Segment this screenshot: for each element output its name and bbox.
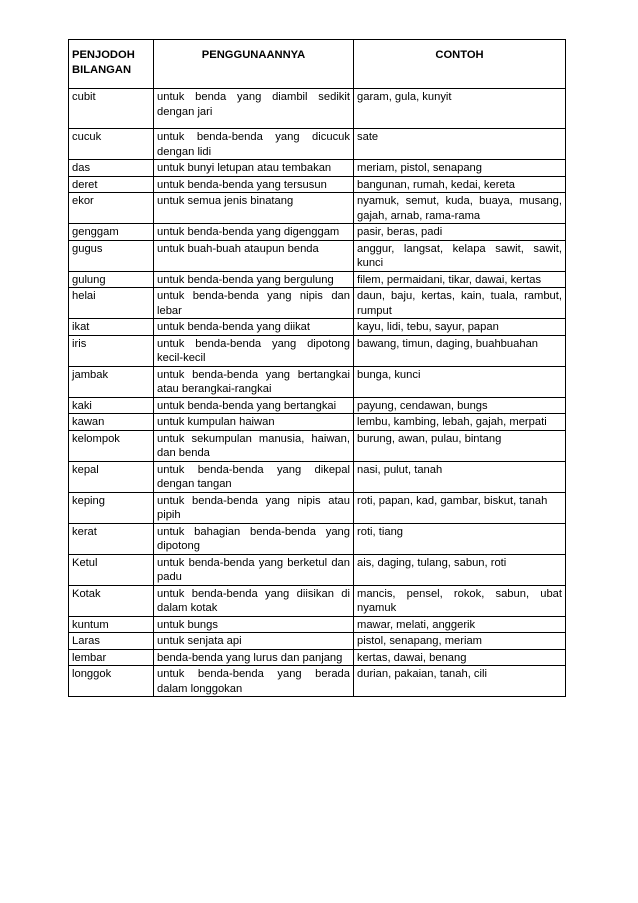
cell-word: kuntum xyxy=(69,616,154,633)
table-row xyxy=(69,271,566,288)
cell-word: kelompok xyxy=(69,430,154,461)
table-row xyxy=(69,633,566,650)
cell-usage: untuk benda-benda yang digenggam xyxy=(154,224,354,241)
cell-usage: untuk buah-buah ataupun benda xyxy=(154,240,354,271)
cell-usage: untuk benda-benda yang nipis atau pipih xyxy=(154,492,354,523)
cell-usage: untuk benda yang diambil sedikit dengan jari xyxy=(154,89,354,129)
cell-usage: untuk benda-benda yang bergulung xyxy=(154,271,354,288)
cell-usage: untuk bungs xyxy=(154,616,354,633)
cell-word: cucuk xyxy=(69,129,154,160)
table-row xyxy=(69,240,566,271)
header-penggunaan: PENGGUNAANNYA xyxy=(154,40,354,89)
cell-usage: untuk benda-benda yang tersusun xyxy=(154,176,354,193)
cell-example: daun, baju, kertas, kain, tuala, rambut, rumput xyxy=(354,288,566,319)
cell-example: anggur, langsat, kelapa sawit, sawit, kunci xyxy=(354,240,566,271)
cell-example: lembu, kambing, lebah, gajah, merpati xyxy=(354,414,566,431)
table-row xyxy=(69,224,566,241)
table-row xyxy=(69,554,566,585)
table-row xyxy=(69,414,566,431)
table-row xyxy=(69,616,566,633)
cell-word: lembar xyxy=(69,649,154,666)
cell-usage: untuk benda-benda yang dikepal dengan tangan xyxy=(154,461,354,492)
cell-example: meriam, pistol, senapang xyxy=(354,160,566,177)
cell-word: das xyxy=(69,160,154,177)
header-row xyxy=(69,40,566,89)
cell-example: ais, daging, tulang, sabun, roti xyxy=(354,554,566,585)
cell-usage: untuk benda-benda yang bertangkai xyxy=(154,397,354,414)
cell-usage: untuk sekumpulan manusia, haiwan, dan benda xyxy=(154,430,354,461)
cell-word: ikat xyxy=(69,319,154,336)
cell-example: pasir, beras, padi xyxy=(354,224,566,241)
cell-word: gugus xyxy=(69,240,154,271)
table-row xyxy=(69,585,566,616)
cell-word: gulung xyxy=(69,271,154,288)
cell-usage: untuk benda-benda yang dicucuk dengan lidi xyxy=(154,129,354,160)
cell-example: bawang, timun, daging, buahbuahan xyxy=(354,335,566,366)
cell-usage: untuk bahagian benda-benda yang dipotong xyxy=(154,523,354,554)
cell-word: iris xyxy=(69,335,154,366)
table-row xyxy=(69,319,566,336)
header-penjodoh: PENJODOH BILANGAN xyxy=(69,40,154,89)
table-row xyxy=(69,129,566,160)
cell-usage: untuk bunyi letupan atau tembakan xyxy=(154,160,354,177)
cell-example: mancis, pensel, rokok, sabun, ubat nyamuk xyxy=(354,585,566,616)
cell-example: roti, papan, kad, gambar, biskut, tanah xyxy=(354,492,566,523)
cell-usage: untuk benda-benda yang nipis dan lebar xyxy=(154,288,354,319)
cell-word: Laras xyxy=(69,633,154,650)
table-row xyxy=(69,666,566,697)
cell-word: Ketul xyxy=(69,554,154,585)
table-row xyxy=(69,288,566,319)
cell-example: nasi, pulut, tanah xyxy=(354,461,566,492)
cell-example: garam, gula, kunyit xyxy=(354,89,566,129)
table-row xyxy=(69,397,566,414)
table-row xyxy=(69,523,566,554)
cell-example: durian, pakaian, tanah, cili xyxy=(354,666,566,697)
cell-word: keping xyxy=(69,492,154,523)
cell-example: sate xyxy=(354,129,566,160)
table-row xyxy=(69,335,566,366)
cell-word: kepal xyxy=(69,461,154,492)
cell-word: Kotak xyxy=(69,585,154,616)
header-contoh: CONTOH xyxy=(354,40,566,89)
cell-example: bangunan, rumah, kedai, kereta xyxy=(354,176,566,193)
cell-word: cubit xyxy=(69,89,154,129)
cell-word: kerat xyxy=(69,523,154,554)
cell-word: helai xyxy=(69,288,154,319)
cell-word: jambak xyxy=(69,366,154,397)
cell-usage: untuk benda-benda yang bertangkai atau berangkai-rangkai xyxy=(154,366,354,397)
table-row xyxy=(69,649,566,666)
table-row xyxy=(69,461,566,492)
cell-word: deret xyxy=(69,176,154,193)
cell-usage: untuk kumpulan haiwan xyxy=(154,414,354,431)
cell-usage: untuk semua jenis binatang xyxy=(154,193,354,224)
cell-word: genggam xyxy=(69,224,154,241)
cell-example: nyamuk, semut, kuda, buaya, musang, gajah, arnab, rama-rama xyxy=(354,193,566,224)
cell-usage: untuk benda-benda yang dipotong kecil-kecil xyxy=(154,335,354,366)
cell-example: mawar, melati, anggerik xyxy=(354,616,566,633)
cell-word: kaki xyxy=(69,397,154,414)
table-row xyxy=(69,492,566,523)
table-row xyxy=(69,176,566,193)
cell-example: filem, permaidani, tikar, dawai, kertas xyxy=(354,271,566,288)
cell-usage: benda-benda yang lurus dan panjang xyxy=(154,649,354,666)
cell-usage: untuk benda-benda yang diisikan di dalam kotak xyxy=(154,585,354,616)
table-row xyxy=(69,193,566,224)
table-row xyxy=(69,366,566,397)
cell-example: roti, tiang xyxy=(354,523,566,554)
cell-example: pistol, senapang, meriam xyxy=(354,633,566,650)
cell-example: burung, awan, pulau, bintang xyxy=(354,430,566,461)
cell-example: kertas, dawai, benang xyxy=(354,649,566,666)
classifier-table xyxy=(68,39,566,697)
cell-usage: untuk benda-benda yang berketul dan padu xyxy=(154,554,354,585)
cell-example: bunga, kunci xyxy=(354,366,566,397)
cell-usage: untuk senjata api xyxy=(154,633,354,650)
table-row xyxy=(69,160,566,177)
cell-example: kayu, lidi, tebu, sayur, papan xyxy=(354,319,566,336)
table-row xyxy=(69,89,566,129)
cell-example: payung, cendawan, bungs xyxy=(354,397,566,414)
cell-word: kawan xyxy=(69,414,154,431)
table-row xyxy=(69,430,566,461)
cell-word: ekor xyxy=(69,193,154,224)
cell-usage: untuk benda-benda yang berada dalam longgokan xyxy=(154,666,354,697)
cell-word: longgok xyxy=(69,666,154,697)
cell-usage: untuk benda-benda yang diikat xyxy=(154,319,354,336)
